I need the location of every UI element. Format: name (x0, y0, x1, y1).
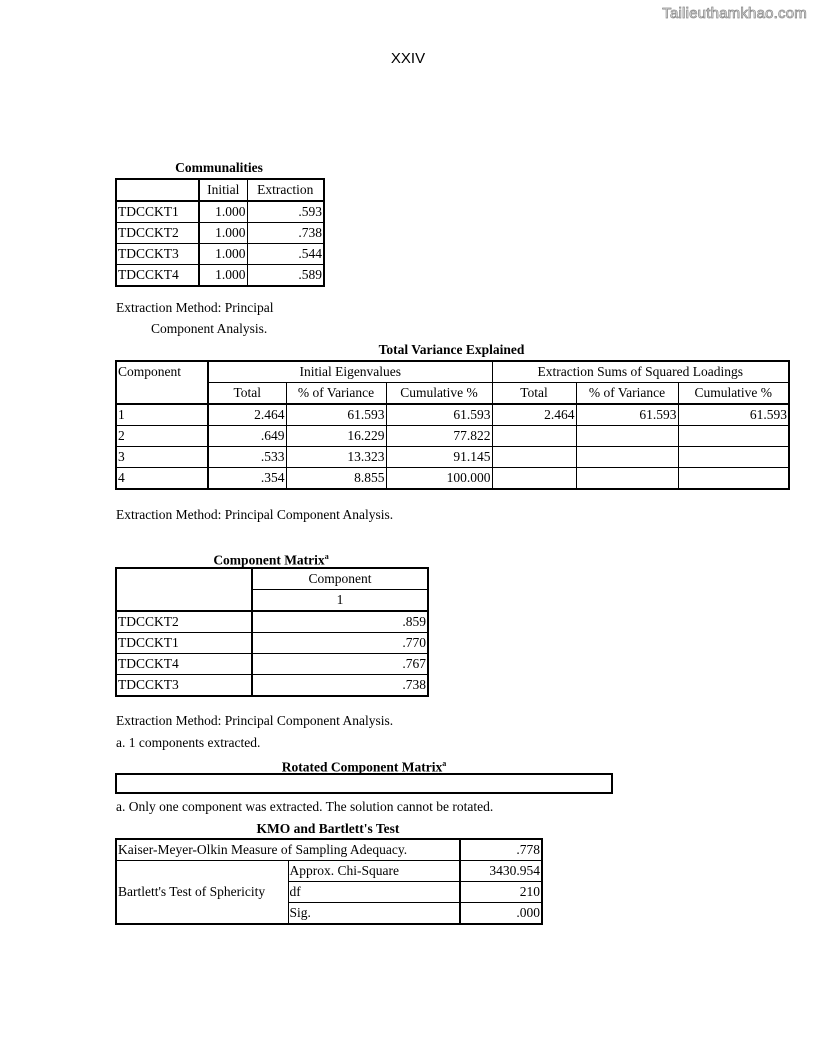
table-cell: .544 (247, 244, 324, 265)
column-header: 1 (252, 590, 428, 612)
row-label: Approx. Chi-Square (288, 861, 460, 882)
row-label: TDCCKT4 (116, 265, 199, 287)
table-cell: .593 (247, 201, 324, 223)
table-cell: .000 (460, 903, 542, 925)
column-header: Component (252, 568, 428, 590)
row-label: 4 (116, 468, 208, 490)
watermark-text: Tailieuthamkhao.com (662, 5, 807, 22)
table-cell: .738 (252, 675, 428, 697)
component-matrix-title-text: Component Matrix (213, 552, 325, 568)
communalities-table (115, 178, 325, 287)
footnote-marker: a (442, 759, 447, 768)
row-label: TDCCKT3 (116, 675, 252, 697)
table-row (116, 568, 428, 590)
table-cell: .649 (208, 426, 286, 447)
table-cell (492, 426, 576, 447)
rotated-matrix-title-text: Rotated Component Matrix (281, 759, 443, 775)
table-cell: 1.000 (199, 244, 247, 265)
column-header: Component (116, 361, 208, 404)
table-cell: 77.822 (386, 426, 492, 447)
communalities-note-line2: Component Analysis. (151, 321, 268, 336)
table-row (116, 861, 542, 882)
total-variance-table (115, 360, 790, 490)
table-cell: .354 (208, 468, 286, 490)
table-cell: 61.593 (576, 404, 678, 426)
table-row (116, 654, 428, 675)
row-label: TDCCKT2 (116, 223, 199, 244)
column-header: % of Variance (286, 383, 386, 405)
table-cell: .738 (247, 223, 324, 244)
table-row (116, 675, 428, 697)
page-number: XXIV (390, 50, 426, 67)
table-cell: 2.464 (208, 404, 286, 426)
table-row (116, 404, 789, 426)
row-label: 3 (116, 447, 208, 468)
table-cell: .770 (252, 633, 428, 654)
row-label: Bartlett's Test of Sphericity (116, 861, 288, 925)
total-variance-title: Total Variance Explained (378, 342, 525, 357)
row-label: Sig. (288, 903, 460, 925)
table-row (116, 447, 789, 468)
table-cell (576, 468, 678, 490)
table-cell (678, 468, 789, 490)
table-cell (576, 426, 678, 447)
table-row (116, 611, 428, 633)
column-header: % of Variance (576, 383, 678, 405)
column-header: Extraction (247, 179, 324, 201)
component-matrix-title (115, 549, 427, 569)
table-cell (116, 179, 199, 201)
row-label: TDCCKT3 (116, 244, 199, 265)
rotated-matrix-empty-table (115, 773, 613, 794)
table-row (116, 201, 324, 223)
table-cell: .767 (252, 654, 428, 675)
component-matrix-note1: Extraction Method: Principal Component Analysis. (116, 713, 394, 728)
column-header: Total (208, 383, 286, 405)
column-group-header: Extraction Sums of Squared Loadings (492, 361, 789, 383)
table-cell: 1.000 (199, 223, 247, 244)
table-row (116, 179, 324, 201)
component-matrix-note2: a. 1 components extracted. (116, 735, 261, 750)
column-header: Cumulative % (678, 383, 789, 405)
table-cell: 3430.954 (460, 861, 542, 882)
table-cell: .859 (252, 611, 428, 633)
communalities-note-line1: Extraction Method: Principal (116, 300, 274, 315)
row-label: df (288, 882, 460, 903)
row-label: TDCCKT1 (116, 633, 252, 654)
table-row (116, 633, 428, 654)
table-cell: 13.323 (286, 447, 386, 468)
row-label: TDCCKT4 (116, 654, 252, 675)
table-cell (678, 426, 789, 447)
footnote-marker: a (324, 552, 329, 561)
table-cell (116, 568, 252, 611)
column-header: Cumulative % (386, 383, 492, 405)
table-cell: 1.000 (199, 201, 247, 223)
table-row (116, 383, 789, 405)
communalities-title: Communalities (175, 160, 263, 175)
kmo-title: KMO and Bartlett's Test (256, 821, 400, 836)
table-cell: 61.593 (678, 404, 789, 426)
row-label: 1 (116, 404, 208, 426)
column-header: Initial (199, 179, 247, 201)
component-matrix-table (115, 567, 429, 697)
row-label: TDCCKT1 (116, 201, 199, 223)
row-label: 2 (116, 426, 208, 447)
row-label: Kaiser-Meyer-Olkin Measure of Sampling Adequacy. (116, 839, 460, 861)
table-row (116, 265, 324, 287)
table-cell (576, 447, 678, 468)
table-cell (678, 447, 789, 468)
table-row (116, 223, 324, 244)
column-group-header: Initial Eigenvalues (208, 361, 492, 383)
table-cell: 91.145 (386, 447, 492, 468)
table-row (116, 244, 324, 265)
table-cell (492, 468, 576, 490)
table-cell: 210 (460, 882, 542, 903)
total-variance-note: Extraction Method: Principal Component Analysis. (116, 507, 394, 522)
table-cell: 16.229 (286, 426, 386, 447)
table-cell: .533 (208, 447, 286, 468)
table-row (116, 468, 789, 490)
table-row (116, 839, 542, 861)
rotated-matrix-note: a. Only one component was extracted. The solution cannot be rotated. (116, 799, 494, 814)
kmo-table (115, 838, 543, 925)
table-cell (492, 447, 576, 468)
column-header: Total (492, 383, 576, 405)
table-cell: 8.855 (286, 468, 386, 490)
table-cell: 100.000 (386, 468, 492, 490)
table-cell: .589 (247, 265, 324, 287)
table-cell: .778 (460, 839, 542, 861)
table-cell: 1.000 (199, 265, 247, 287)
table-row (116, 426, 789, 447)
table-cell: 61.593 (286, 404, 386, 426)
table-row (116, 361, 789, 383)
table-cell: 61.593 (386, 404, 492, 426)
row-label: TDCCKT2 (116, 611, 252, 633)
table-cell: 2.464 (492, 404, 576, 426)
